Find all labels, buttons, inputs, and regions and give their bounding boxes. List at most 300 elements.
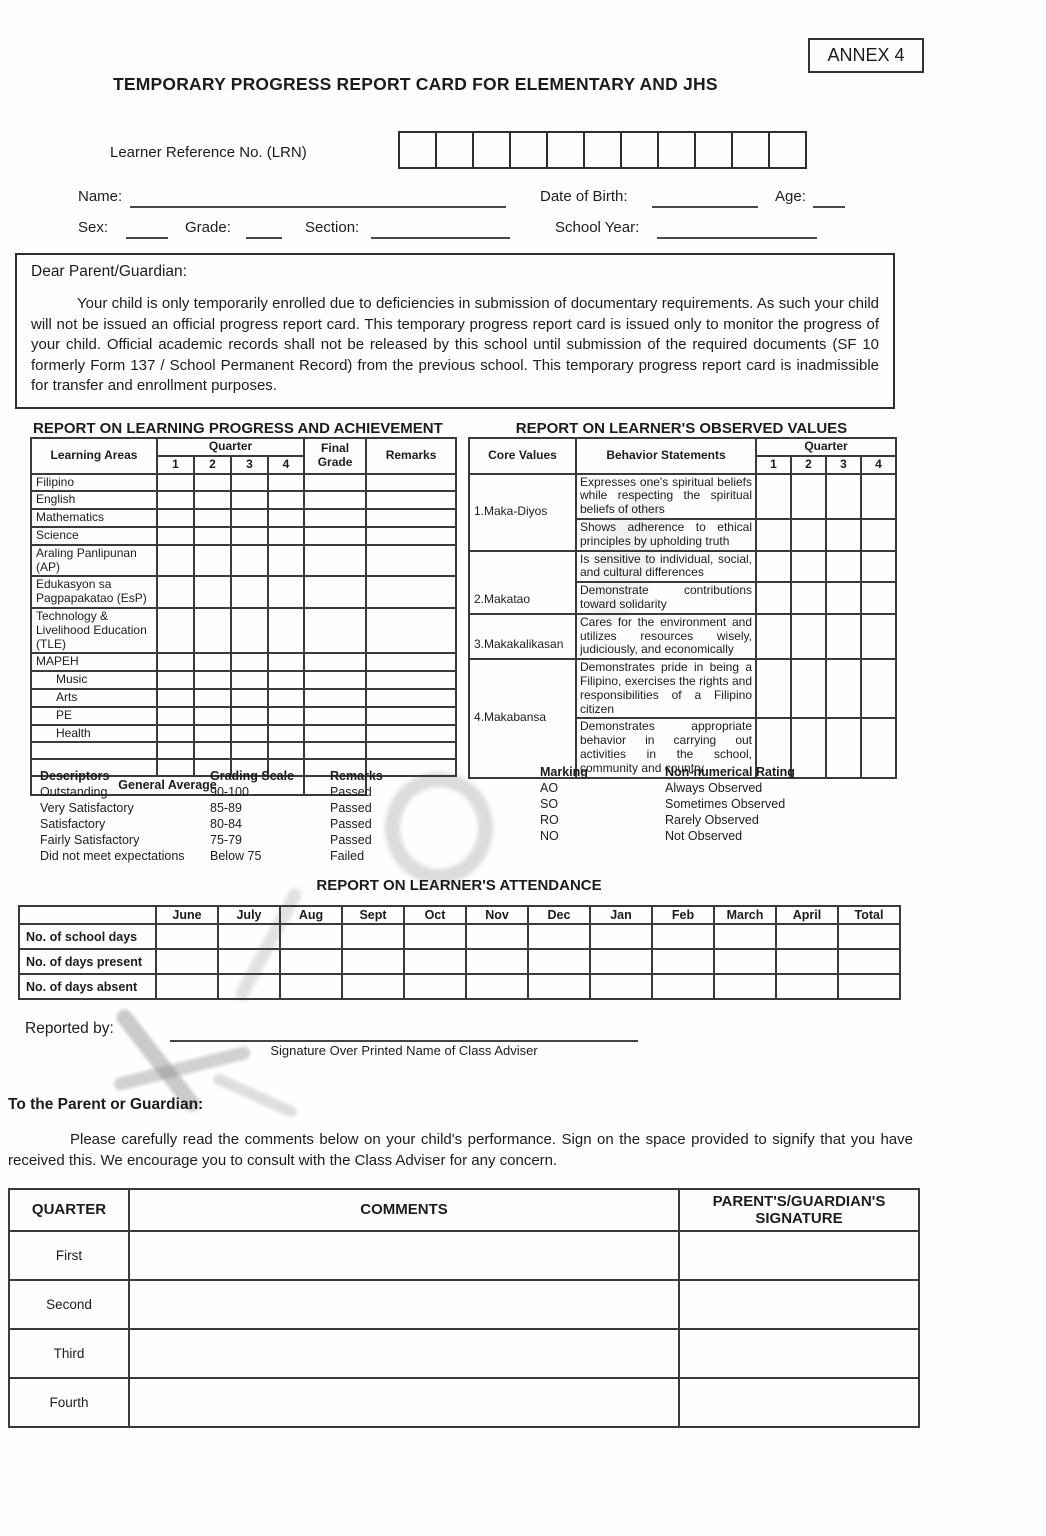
month-header: March bbox=[714, 906, 776, 924]
parent-signature-cell bbox=[679, 1231, 919, 1280]
final-grade-cell bbox=[304, 545, 366, 577]
grade-cell bbox=[194, 689, 231, 707]
grade-cell bbox=[231, 725, 268, 743]
scale: 90-100 bbox=[210, 785, 249, 799]
parent-guardian-body: Please carefully read the comments below on your child's performance. Sign on the space provided to signify that you have received this. We encourage you to consult with the Class Adviser for any concern. bbox=[8, 1131, 913, 1169]
grade-cell bbox=[194, 527, 231, 545]
descriptors-header: Descriptors bbox=[40, 769, 110, 783]
learning-area-cell bbox=[31, 742, 157, 759]
attendance-cell bbox=[714, 974, 776, 999]
grade-cell bbox=[194, 576, 231, 608]
remarks-cell bbox=[366, 725, 456, 743]
attendance-cell bbox=[404, 949, 466, 974]
lrn-box bbox=[509, 131, 548, 169]
table-row bbox=[19, 949, 900, 974]
attendance-cell bbox=[714, 949, 776, 974]
month-header: Feb bbox=[652, 906, 714, 924]
grade-field-line bbox=[246, 221, 282, 239]
grade-cell bbox=[194, 474, 231, 492]
rating-cell bbox=[791, 582, 826, 614]
grade-cell bbox=[157, 725, 194, 743]
final-grade-cell bbox=[304, 509, 366, 527]
parent-advisory-box bbox=[15, 253, 895, 409]
remarks-header: Remarks bbox=[330, 769, 383, 783]
table-row bbox=[9, 1231, 919, 1280]
quarter-row-label: Fourth bbox=[9, 1378, 129, 1427]
table-row bbox=[469, 474, 896, 519]
rating-cell bbox=[756, 582, 791, 614]
grade-cell bbox=[231, 474, 268, 492]
learning-area-cell: Arts bbox=[31, 689, 157, 707]
lrn-label: Learner Reference No. (LRN) bbox=[110, 144, 307, 161]
table-row bbox=[31, 509, 456, 527]
remark: Passed bbox=[330, 785, 372, 799]
descriptor: Satisfactory bbox=[40, 817, 106, 831]
learning-areas-header: Learning Areas bbox=[31, 438, 157, 474]
signature-line bbox=[170, 1022, 638, 1042]
age-label: Age: bbox=[775, 188, 806, 205]
grade-cell bbox=[231, 608, 268, 653]
rating-cell bbox=[861, 551, 896, 583]
table-row bbox=[19, 924, 900, 949]
table-row bbox=[31, 527, 456, 545]
remark: Passed bbox=[330, 817, 372, 831]
table-row bbox=[9, 1329, 919, 1378]
rating-cell bbox=[791, 614, 826, 659]
final-grade-header: Final Grade bbox=[304, 438, 366, 474]
grade-cell bbox=[157, 509, 194, 527]
grade-cell bbox=[231, 576, 268, 608]
annex-box bbox=[808, 38, 924, 73]
grade-cell bbox=[157, 653, 194, 671]
grade-cell bbox=[231, 545, 268, 577]
learning-area-cell: Filipino bbox=[31, 474, 157, 492]
lrn-box bbox=[768, 131, 807, 169]
grade-cell bbox=[231, 653, 268, 671]
remarks-cell bbox=[366, 474, 456, 492]
attendance-cell bbox=[342, 949, 404, 974]
grade-cell bbox=[268, 509, 304, 527]
grading-legend bbox=[40, 768, 440, 864]
marking-code: NO bbox=[540, 829, 559, 843]
rating-cell bbox=[756, 474, 791, 519]
parent-guardian-heading: To the Parent or Guardian: bbox=[8, 1096, 204, 1113]
remarks-cell bbox=[366, 527, 456, 545]
grade-cell bbox=[194, 725, 231, 743]
section-field-line bbox=[371, 221, 510, 239]
rating-cell bbox=[756, 519, 791, 551]
rating-cell bbox=[791, 551, 826, 583]
behavior-statements-header: Behavior Statements bbox=[576, 438, 756, 474]
grade-cell bbox=[194, 707, 231, 725]
final-grade-cell bbox=[304, 689, 366, 707]
final-grade-cell bbox=[304, 527, 366, 545]
attendance-cell bbox=[342, 974, 404, 999]
rating-cell bbox=[861, 659, 896, 718]
attendance-cell bbox=[590, 974, 652, 999]
reported-by-label: Reported by: bbox=[25, 1020, 114, 1037]
grade-cell bbox=[268, 742, 304, 759]
grade-cell bbox=[268, 671, 304, 689]
observed-values-title: REPORT ON LEARNER'S OBSERVED VALUES bbox=[515, 420, 848, 437]
sex-field-line bbox=[126, 221, 168, 239]
rating-cell bbox=[861, 582, 896, 614]
rating-cell bbox=[861, 519, 896, 551]
comment-cell bbox=[129, 1280, 679, 1329]
learning-area-cell: Health bbox=[31, 725, 157, 743]
attendance-cell bbox=[466, 949, 528, 974]
remarks-cell bbox=[366, 707, 456, 725]
remarks-cell bbox=[366, 653, 456, 671]
letter-salutation: Dear Parent/Guardian: bbox=[31, 263, 187, 280]
lrn-boxes bbox=[398, 131, 807, 169]
grade-cell bbox=[268, 653, 304, 671]
marking-code: AO bbox=[540, 781, 559, 795]
grade-cell bbox=[157, 742, 194, 759]
remarks-cell bbox=[366, 689, 456, 707]
quarter-row-label: First bbox=[9, 1231, 129, 1280]
attendance-cell bbox=[280, 924, 342, 949]
marking-desc: Not Observed bbox=[665, 829, 743, 843]
grade-cell bbox=[157, 545, 194, 577]
rating-cell bbox=[861, 474, 896, 519]
table-row bbox=[31, 707, 456, 725]
quarter-2-header: 2 bbox=[194, 456, 231, 474]
lrn-box bbox=[620, 131, 659, 169]
month-header: Nov bbox=[466, 906, 528, 924]
rating-cell bbox=[791, 659, 826, 718]
table-row bbox=[19, 974, 900, 999]
learning-area-cell: MAPEH bbox=[31, 653, 157, 671]
rating-cell bbox=[826, 659, 861, 718]
remarks-cell bbox=[366, 491, 456, 509]
marking-legend bbox=[540, 764, 865, 844]
final-grade-cell bbox=[304, 742, 366, 759]
attendance-cell bbox=[466, 974, 528, 999]
comment-cell bbox=[129, 1329, 679, 1378]
table-row bbox=[31, 608, 456, 653]
school-year-field-line bbox=[657, 221, 817, 239]
attendance-cell bbox=[404, 924, 466, 949]
lrn-box bbox=[398, 131, 437, 169]
rating-cell bbox=[826, 582, 861, 614]
table-row bbox=[31, 725, 456, 743]
marking-desc: Rarely Observed bbox=[665, 813, 759, 827]
month-header: Oct bbox=[404, 906, 466, 924]
grade-cell bbox=[194, 545, 231, 577]
behavior-statement-cell: Demonstrate contributions toward solidarity bbox=[576, 582, 756, 614]
final-grade-cell bbox=[304, 474, 366, 492]
scale: Below 75 bbox=[210, 849, 262, 863]
table-row bbox=[469, 659, 896, 718]
learning-progress-title: REPORT ON LEARNING PROGRESS AND ACHIEVEMENT bbox=[33, 420, 443, 437]
learning-area-cell: Technology & Livelihood Education (TLE) bbox=[31, 608, 157, 653]
attendance-cell bbox=[528, 949, 590, 974]
grade-cell bbox=[268, 707, 304, 725]
final-grade-cell bbox=[304, 725, 366, 743]
comment-cell bbox=[129, 1378, 679, 1427]
attendance-cell bbox=[714, 924, 776, 949]
table-row bbox=[469, 551, 896, 583]
grade-cell bbox=[231, 491, 268, 509]
remarks-header: Remarks bbox=[366, 438, 456, 474]
month-header: June bbox=[156, 906, 218, 924]
quarter-4-header: 4 bbox=[861, 456, 896, 474]
attendance-cell bbox=[838, 949, 900, 974]
remark: Failed bbox=[330, 849, 365, 863]
lrn-box bbox=[435, 131, 474, 169]
attendance-cell bbox=[838, 924, 900, 949]
attendance-cell bbox=[838, 974, 900, 999]
core-value-cell: 3.Makakalikasan bbox=[469, 614, 576, 659]
lrn-box bbox=[472, 131, 511, 169]
behavior-statement-cell: Is sensitive to individual, social, and cultural differences bbox=[576, 551, 756, 583]
sex-label: Sex: bbox=[78, 219, 109, 236]
attendance-cell bbox=[590, 924, 652, 949]
descriptor: Outstanding bbox=[40, 785, 108, 799]
quarter-header: Quarter bbox=[756, 438, 896, 456]
grade-cell bbox=[194, 608, 231, 653]
attendance-cell bbox=[590, 949, 652, 974]
attendance-cell bbox=[280, 974, 342, 999]
date-of-birth-field-line bbox=[652, 190, 758, 208]
descriptor: Fairly Satisfactory bbox=[40, 833, 140, 847]
final-grade-cell bbox=[304, 707, 366, 725]
rating-cell bbox=[861, 718, 896, 777]
quarter-row-label: Second bbox=[9, 1280, 129, 1329]
remarks-cell bbox=[366, 608, 456, 653]
section-label: Section: bbox=[305, 219, 360, 236]
grade-cell bbox=[157, 689, 194, 707]
quarter-1-header: 1 bbox=[756, 456, 791, 474]
rating-cell bbox=[826, 551, 861, 583]
comments-column-header: COMMENTS bbox=[129, 1189, 679, 1231]
attendance-row-label: No. of school days bbox=[19, 924, 156, 949]
grade-cell bbox=[268, 689, 304, 707]
attendance-cell bbox=[528, 924, 590, 949]
quarter-2-header: 2 bbox=[791, 456, 826, 474]
grade-cell bbox=[157, 491, 194, 509]
month-header: Sept bbox=[342, 906, 404, 924]
descriptor: Did not meet expectations bbox=[40, 849, 185, 863]
general-average-label: General Average bbox=[31, 776, 304, 794]
table-row bbox=[469, 614, 896, 659]
table-row bbox=[31, 545, 456, 577]
rating-cell bbox=[861, 614, 896, 659]
grade-cell bbox=[231, 509, 268, 527]
attendance-cell bbox=[528, 974, 590, 999]
attendance-cell bbox=[652, 949, 714, 974]
behavior-statement-cell: Demonstrates appropriate behavior in carrying out activities in the school, community and country bbox=[576, 718, 756, 777]
grade-label: Grade: bbox=[185, 219, 231, 236]
quarter-1-header: 1 bbox=[157, 456, 194, 474]
quarter-header: Quarter bbox=[157, 438, 304, 456]
remarks-cell bbox=[366, 671, 456, 689]
school-year-label: School Year: bbox=[555, 219, 640, 236]
parent-signature-cell bbox=[679, 1280, 919, 1329]
attendance-cell bbox=[342, 924, 404, 949]
core-value-cell: 4.Makabansa bbox=[469, 659, 576, 777]
lrn-box bbox=[583, 131, 622, 169]
letter-body: Your child is only temporarily enrolled due to deficiencies in submission of documentary requirements. As such your child will not be issued an official progress report card. This temporary progress report card is issued only to monitor the progress of your child. Official academic records shall not be released by this school until submission of the required documents (SF 10 formerly Form 137 / School Permanent Record) from the previous school. This temporary progress report card is inadmissible for transfer and enrollment purposes. bbox=[31, 295, 879, 395]
date-of-birth-label: Date of Birth: bbox=[540, 188, 628, 205]
final-grade-cell bbox=[304, 671, 366, 689]
remarks-cell bbox=[366, 576, 456, 608]
rating-cell bbox=[826, 519, 861, 551]
remarks-cell bbox=[366, 509, 456, 527]
grade-cell bbox=[231, 742, 268, 759]
month-header: Jan bbox=[590, 906, 652, 924]
grade-cell bbox=[157, 576, 194, 608]
grade-cell bbox=[268, 576, 304, 608]
quarter-3-header: 3 bbox=[231, 456, 268, 474]
month-header: July bbox=[218, 906, 280, 924]
remark: Passed bbox=[330, 801, 372, 815]
table-row bbox=[9, 1280, 919, 1329]
behavior-statement-cell: Shows adherence to ethical principles by upholding truth bbox=[576, 519, 756, 551]
learning-area-cell: English bbox=[31, 491, 157, 509]
grade-cell bbox=[194, 671, 231, 689]
non-numerical-rating-header: Non-numerical Rating bbox=[665, 765, 795, 779]
attendance-cell bbox=[466, 924, 528, 949]
attendance-cell bbox=[404, 974, 466, 999]
attendance-cell bbox=[280, 949, 342, 974]
learning-area-cell: Edukasyon sa Pagpapakatao (EsP) bbox=[31, 576, 157, 608]
grade-cell bbox=[157, 608, 194, 653]
behavior-statement-cell: Expresses one's spiritual beliefs while respecting the spiritual beliefs of others bbox=[576, 474, 756, 519]
rating-cell bbox=[756, 551, 791, 583]
remarks-cell bbox=[366, 742, 456, 759]
grade-cell bbox=[194, 742, 231, 759]
comment-cell bbox=[129, 1231, 679, 1280]
quarter-column-header: QUARTER bbox=[9, 1189, 129, 1231]
grade-cell bbox=[231, 707, 268, 725]
attendance-row-label: No. of days absent bbox=[19, 974, 156, 999]
month-header: Total bbox=[838, 906, 900, 924]
rating-cell bbox=[791, 474, 826, 519]
grade-cell bbox=[194, 491, 231, 509]
grade-cell bbox=[194, 509, 231, 527]
attendance-cell bbox=[776, 949, 838, 974]
core-value-cell: 1.Maka-Diyos bbox=[469, 474, 576, 551]
final-grade-cell bbox=[304, 653, 366, 671]
learning-area-cell: Mathematics bbox=[31, 509, 157, 527]
quarter-row-label: Third bbox=[9, 1329, 129, 1378]
grade-cell bbox=[157, 474, 194, 492]
marking-code: SO bbox=[540, 797, 559, 811]
grade-cell bbox=[157, 707, 194, 725]
attendance-cell bbox=[156, 949, 218, 974]
rating-cell bbox=[826, 614, 861, 659]
rating-cell bbox=[756, 659, 791, 718]
signature-caption: Signature Over Printed Name of Class Adviser bbox=[270, 1043, 538, 1058]
grade-cell bbox=[268, 608, 304, 653]
marking-header: Marking bbox=[540, 765, 588, 779]
quarter-4-header: 4 bbox=[268, 456, 304, 474]
table-row bbox=[31, 742, 456, 759]
month-header: Aug bbox=[280, 906, 342, 924]
marking-code: RO bbox=[540, 813, 559, 827]
learning-area-cell: PE bbox=[31, 707, 157, 725]
grade-cell bbox=[157, 671, 194, 689]
observed-values-table bbox=[468, 437, 897, 779]
grade-cell bbox=[157, 527, 194, 545]
attendance-cell bbox=[218, 974, 280, 999]
marking-desc: Sometimes Observed bbox=[665, 797, 786, 811]
attendance-cell bbox=[218, 924, 280, 949]
parent-signature-cell bbox=[679, 1378, 919, 1427]
table-row bbox=[31, 653, 456, 671]
attendance-title: REPORT ON LEARNER'S ATTENDANCE bbox=[316, 877, 602, 894]
attendance-cell bbox=[652, 974, 714, 999]
remarks-cell bbox=[366, 545, 456, 577]
learning-area-cell: Araling Panlipunan (AP) bbox=[31, 545, 157, 577]
lrn-box bbox=[694, 131, 733, 169]
empty-header-cell bbox=[19, 906, 156, 924]
rating-cell bbox=[756, 614, 791, 659]
grade-cell bbox=[268, 725, 304, 743]
scale: 85-89 bbox=[210, 801, 242, 815]
grade-cell bbox=[268, 527, 304, 545]
parent-signature-cell bbox=[679, 1329, 919, 1378]
learning-progress-table bbox=[30, 437, 457, 796]
signature-column-header: PARENT'S/GUARDIAN'S SIGNATURE bbox=[679, 1189, 919, 1231]
lrn-box bbox=[731, 131, 770, 169]
lrn-box bbox=[657, 131, 696, 169]
attendance-cell bbox=[156, 924, 218, 949]
table-row bbox=[31, 689, 456, 707]
name-field-line bbox=[130, 190, 506, 208]
attendance-row-label: No. of days present bbox=[19, 949, 156, 974]
grading-scale-header: Grading Scale bbox=[210, 769, 295, 783]
grade-cell bbox=[231, 527, 268, 545]
rating-cell bbox=[826, 474, 861, 519]
grade-cell bbox=[268, 545, 304, 577]
learning-area-cell: Music bbox=[31, 671, 157, 689]
attendance-cell bbox=[776, 974, 838, 999]
page-title: TEMPORARY PROGRESS REPORT CARD FOR ELEMENTARY AND JHS bbox=[113, 74, 718, 94]
grade-cell bbox=[268, 491, 304, 509]
final-grade-cell bbox=[304, 576, 366, 608]
lrn-box bbox=[546, 131, 585, 169]
remark: Passed bbox=[330, 833, 372, 847]
core-value-cell: 2.Makatao bbox=[469, 551, 576, 614]
attendance-cell bbox=[776, 924, 838, 949]
quarter-3-header: 3 bbox=[826, 456, 861, 474]
descriptor: Very Satisfactory bbox=[40, 801, 134, 815]
final-grade-cell bbox=[304, 608, 366, 653]
name-label: Name: bbox=[78, 188, 123, 205]
scale: 80-84 bbox=[210, 817, 242, 831]
marking-desc: Always Observed bbox=[665, 781, 763, 795]
grade-cell bbox=[231, 671, 268, 689]
month-header: Dec bbox=[528, 906, 590, 924]
attendance-table bbox=[18, 905, 901, 1000]
grade-cell bbox=[194, 653, 231, 671]
attendance-cell bbox=[156, 974, 218, 999]
table-row bbox=[31, 491, 456, 509]
comments-table bbox=[8, 1188, 920, 1428]
scale: 75-79 bbox=[210, 833, 242, 847]
grade-cell bbox=[231, 689, 268, 707]
table-row bbox=[31, 576, 456, 608]
behavior-statement-cell: Demonstrates pride in being a Filipino, exercises the rights and responsibilities of a Filipino citizen bbox=[576, 659, 756, 718]
table-row bbox=[9, 1378, 919, 1427]
annex-label: ANNEX 4 bbox=[827, 45, 905, 65]
rating-cell bbox=[791, 519, 826, 551]
month-header: April bbox=[776, 906, 838, 924]
attendance-cell bbox=[652, 924, 714, 949]
